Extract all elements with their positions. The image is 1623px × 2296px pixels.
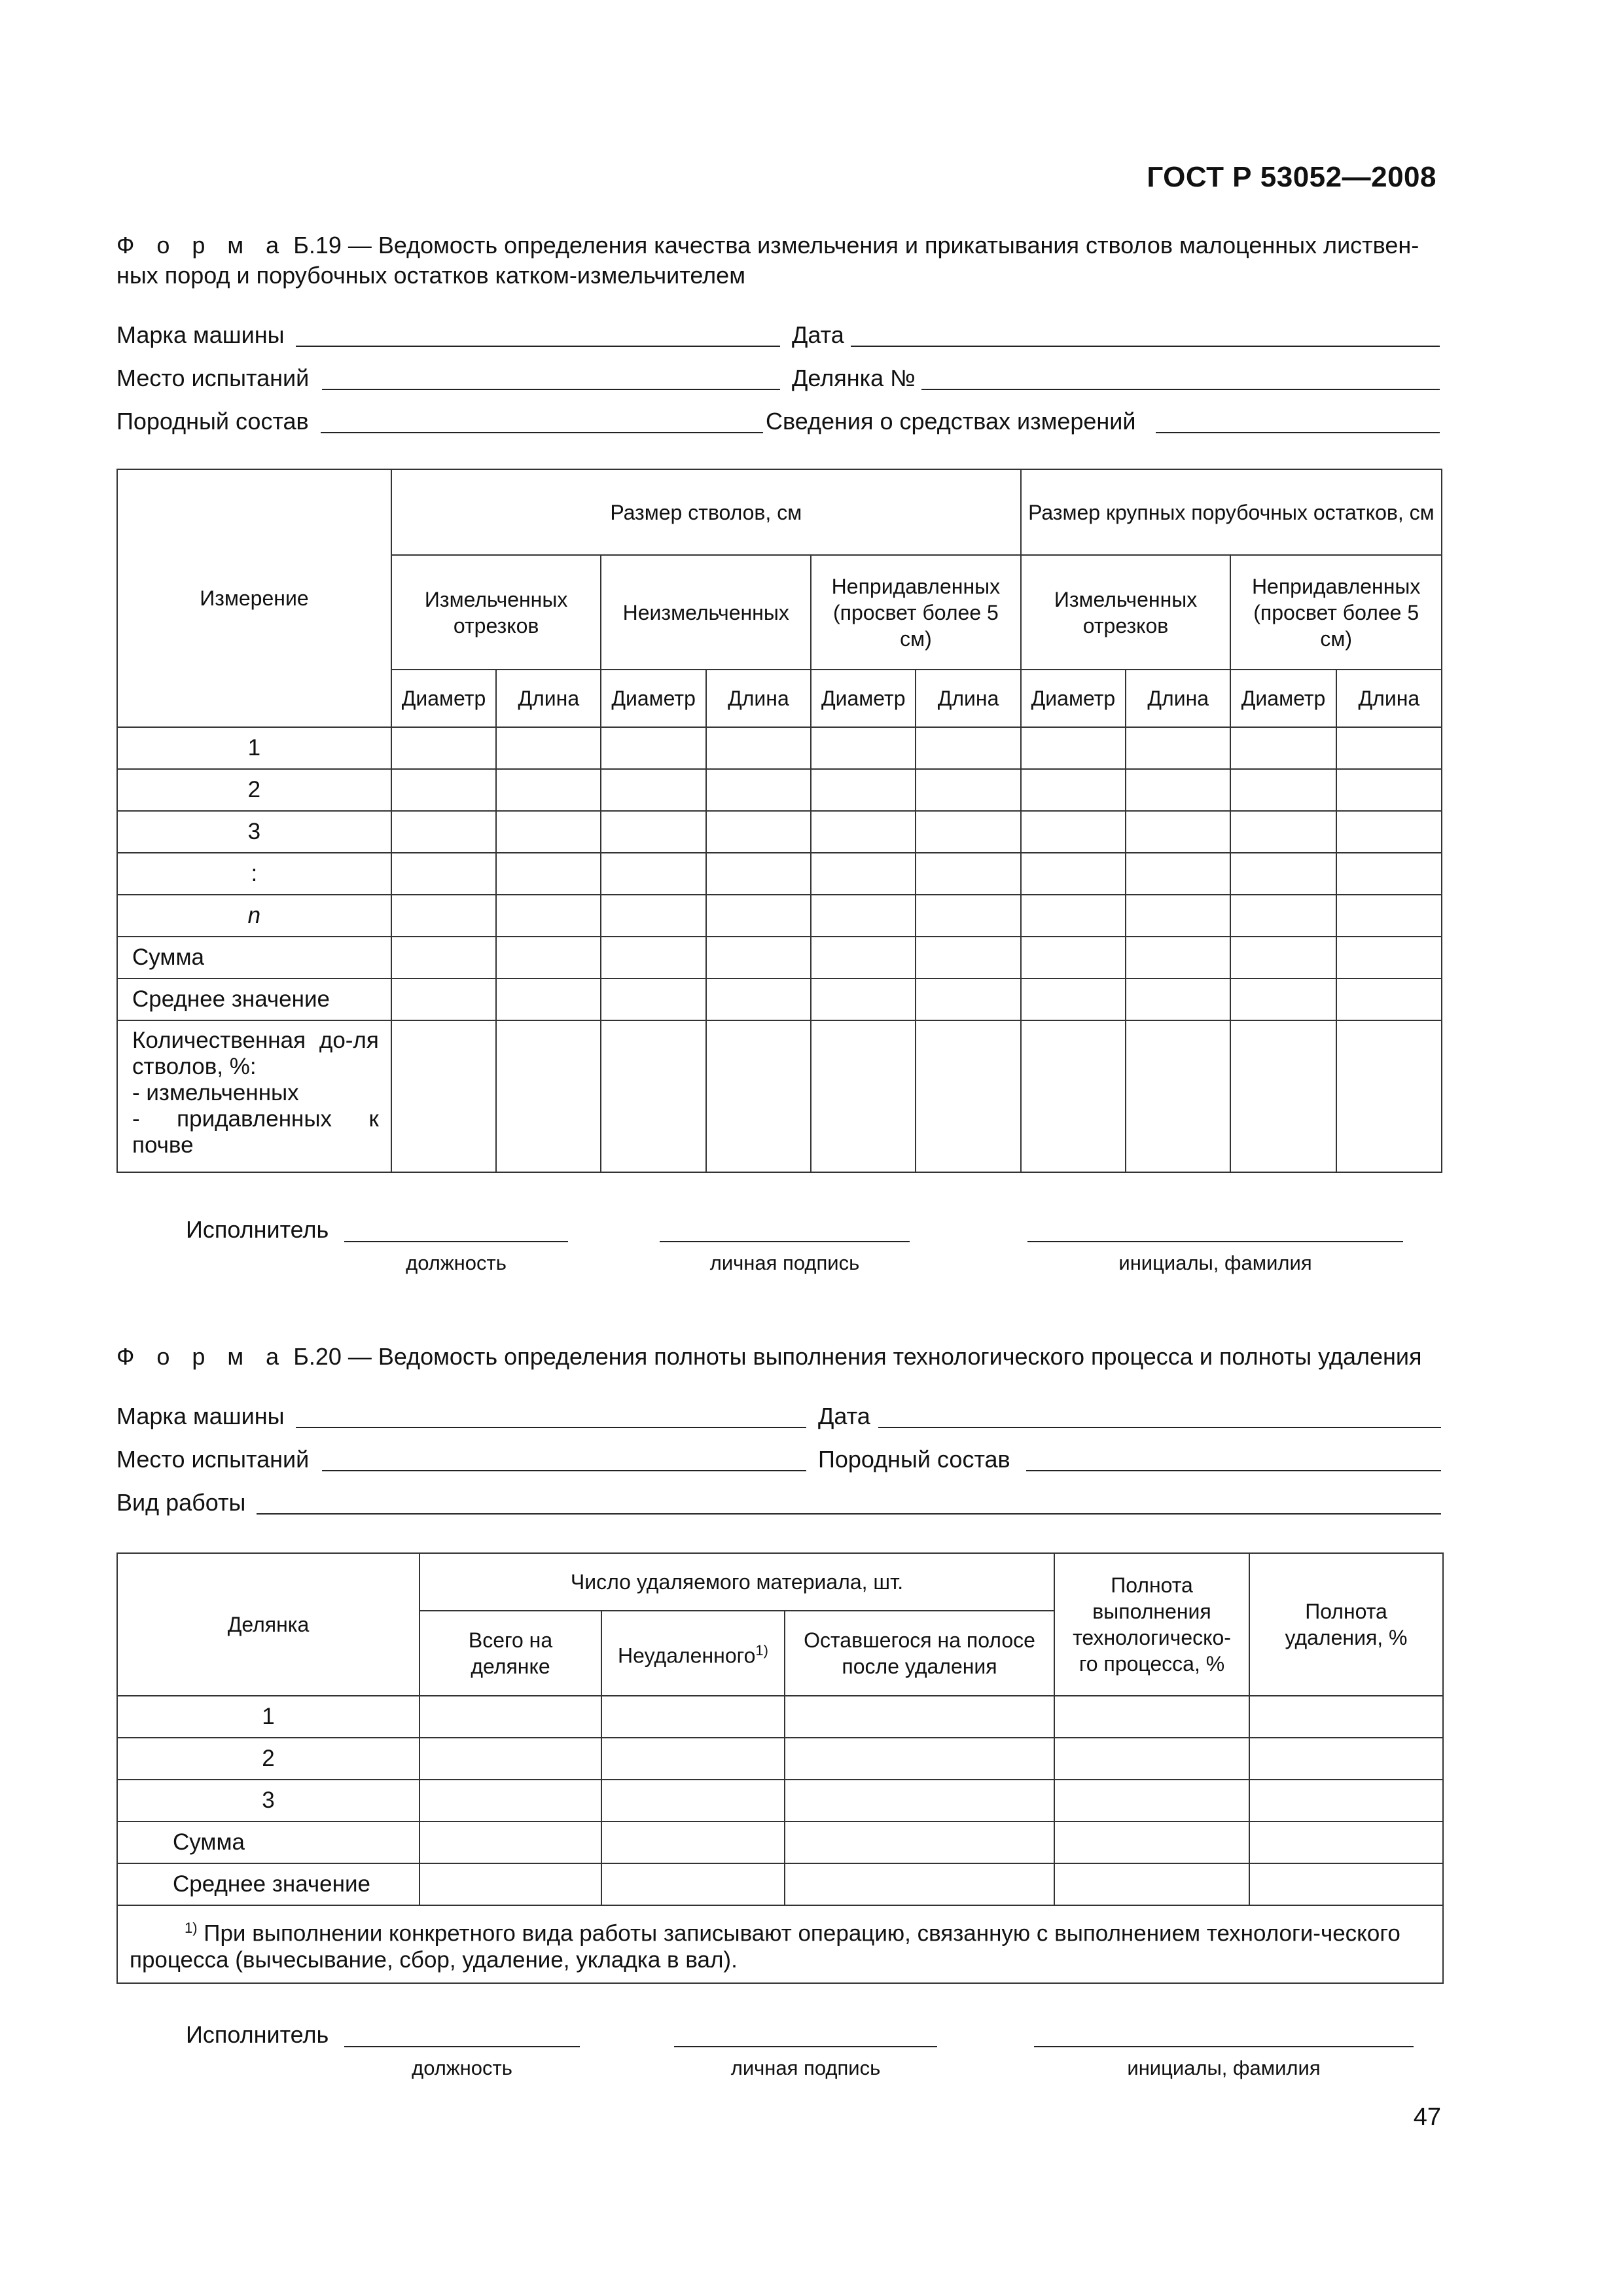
row-label-share [117, 1020, 391, 1172]
data-cell[interactable] [916, 1020, 1020, 1172]
header-length: Длина [706, 670, 811, 727]
data-cell[interactable] [419, 1780, 601, 1821]
form19-date-label: Дата [792, 321, 844, 348]
standard-number: ГОСТ Р 53052—2008 [1147, 161, 1436, 193]
data-cell[interactable] [916, 769, 1020, 811]
data-cell[interactable] [419, 1863, 601, 1905]
row-label: 2 [117, 1738, 419, 1780]
data-cell[interactable] [706, 895, 811, 937]
data-cell[interactable] [1249, 1696, 1443, 1738]
data-cell[interactable] [1230, 727, 1336, 769]
data-cell[interactable] [601, 727, 705, 769]
form20-name-caption: инициалы, фамилия [1127, 2056, 1321, 2079]
data-cell[interactable] [1249, 1821, 1443, 1863]
data-cell[interactable] [1126, 1020, 1230, 1172]
row-label: 3 [117, 811, 391, 853]
form20-machine-label: Марка машины [116, 1403, 285, 1429]
form20-species-field[interactable] [1026, 1470, 1441, 1471]
unremoved-text: Неудаленного [618, 1643, 756, 1668]
form19-species-label: Породный состав [116, 408, 309, 435]
row-label: n [117, 895, 391, 937]
data-cell[interactable] [1054, 1863, 1249, 1905]
data-cell[interactable] [601, 769, 705, 811]
data-cell[interactable] [811, 895, 916, 937]
data-cell[interactable] [916, 727, 1020, 769]
data-cell[interactable] [1249, 1738, 1443, 1780]
data-cell[interactable] [601, 1696, 785, 1738]
data-cell[interactable] [1021, 1020, 1126, 1172]
header-unchopped: Неизмельченных [601, 555, 811, 670]
header-diameter: Диаметр [391, 670, 496, 727]
data-cell[interactable] [1126, 769, 1230, 811]
form19-name-caption: инициалы, фамилия [1118, 1251, 1312, 1274]
data-cell[interactable] [811, 769, 916, 811]
form19-sign-caption: личная подпись [709, 1251, 860, 1274]
form20-title: Б.20 — Ведомость определения полноты выполнения технологического процесса и полноты удаления [293, 1343, 1422, 1370]
form19-sign-field[interactable] [660, 1241, 910, 1242]
table-row [117, 1020, 1442, 1172]
data-cell[interactable] [1336, 895, 1442, 937]
form20-sign-field[interactable] [674, 2046, 937, 2047]
header-diameter: Диаметр [601, 670, 705, 727]
row-label: : [117, 853, 391, 895]
data-cell[interactable] [1230, 978, 1336, 1020]
form20-place-field[interactable] [322, 1470, 806, 1471]
header-process-completeness: Полнота выполнения технологическо-го процесса, % [1054, 1553, 1249, 1696]
data-cell[interactable] [1054, 1821, 1249, 1863]
data-cell[interactable] [1230, 853, 1336, 895]
data-cell[interactable] [1230, 811, 1336, 853]
form19-prefix: Ф о р м а [116, 232, 287, 259]
form20-name-field[interactable] [1034, 2046, 1414, 2047]
data-cell[interactable] [601, 937, 705, 978]
data-cell[interactable] [1126, 978, 1230, 1020]
data-cell[interactable] [1021, 727, 1126, 769]
header-trunk-size: Размер стволов, см [391, 469, 1021, 555]
data-cell[interactable] [1230, 937, 1336, 978]
header-not-pressed: Непридавленных (просвет более 5 см) [811, 555, 1021, 670]
form19-instruments-field[interactable] [1156, 432, 1440, 433]
data-cell[interactable] [391, 937, 496, 978]
data-cell[interactable] [496, 895, 601, 937]
form19-machine-field[interactable] [296, 346, 780, 347]
data-cell[interactable] [496, 853, 601, 895]
header-chopped: Измельченных отрезков [391, 555, 601, 670]
table-row [117, 1780, 1443, 1821]
row-label-mean: Среднее значение [117, 1863, 419, 1905]
data-cell[interactable] [1021, 853, 1126, 895]
form19-position-field[interactable] [344, 1241, 568, 1242]
data-cell[interactable] [1126, 811, 1230, 853]
header-length: Длина [496, 670, 601, 727]
data-cell[interactable] [391, 769, 496, 811]
header-residue-size: Размер крупных порубочных остатков, см [1021, 469, 1442, 555]
data-cell[interactable] [1126, 727, 1230, 769]
form19-title: Б.19 — Ведомость определения качества измельчения и прикатывания стволов малоценных листвен-ных пород и порубочных остатков катком-измельчителем [116, 232, 1419, 289]
data-cell[interactable] [916, 937, 1020, 978]
data-cell[interactable] [706, 727, 811, 769]
data-cell[interactable] [811, 1020, 916, 1172]
row-label: 3 [117, 1780, 419, 1821]
footnote-mark: 1) [185, 1920, 198, 1936]
data-cell[interactable] [1230, 1020, 1336, 1172]
form20-table [116, 1552, 1444, 1984]
table-row [117, 853, 1442, 895]
form19-executor-label: Исполнитель [186, 1216, 329, 1243]
form19-plot-field[interactable] [921, 389, 1440, 390]
data-cell[interactable] [496, 1020, 601, 1172]
table-row [117, 1696, 1443, 1738]
data-cell[interactable] [1126, 937, 1230, 978]
data-cell[interactable] [785, 1696, 1054, 1738]
data-cell[interactable] [1054, 1738, 1249, 1780]
form19-plot-label: Делянка № [792, 365, 916, 391]
table-row [117, 978, 1442, 1020]
form19-caption [116, 230, 1445, 291]
data-cell[interactable] [785, 1738, 1054, 1780]
header-plot: Делянка [117, 1553, 419, 1696]
form20-sign-caption: личная подпись [730, 2056, 881, 2079]
data-cell[interactable] [1336, 978, 1442, 1020]
data-cell[interactable] [496, 811, 601, 853]
data-cell[interactable] [1249, 1780, 1443, 1821]
data-cell[interactable] [811, 937, 916, 978]
form20-prefix: Ф о р м а [116, 1343, 287, 1370]
data-cell[interactable] [1230, 895, 1336, 937]
data-cell[interactable] [496, 937, 601, 978]
header-measure: Измерение [117, 469, 391, 727]
data-cell[interactable] [811, 978, 916, 1020]
form20-place-label: Место испытаний [116, 1446, 310, 1473]
data-cell[interactable] [706, 853, 811, 895]
share-line-3: - придавленных к почве [132, 1106, 379, 1158]
form19-date-field[interactable] [851, 346, 1440, 347]
header-material-count: Число удаляемого материала, шт. [419, 1553, 1054, 1611]
data-cell[interactable] [601, 1780, 785, 1821]
data-cell[interactable] [1126, 895, 1230, 937]
header-total-plot: Всего на делянке [419, 1611, 601, 1696]
row-label: 1 [117, 727, 391, 769]
data-cell[interactable] [496, 727, 601, 769]
form19-table [116, 469, 1442, 1173]
form20-work-field[interactable] [257, 1513, 1441, 1515]
form20-position-caption: должность [412, 2056, 512, 2079]
data-cell[interactable] [1336, 937, 1442, 978]
data-cell[interactable] [1126, 853, 1230, 895]
header-removal-completeness: Полнота удаления, % [1249, 1553, 1443, 1696]
data-cell[interactable] [916, 895, 1020, 937]
data-cell[interactable] [601, 1863, 785, 1905]
form20-species-label: Породный состав [818, 1446, 1010, 1473]
data-cell[interactable] [1249, 1863, 1443, 1905]
form20-executor-label: Исполнитель [186, 2021, 329, 2048]
table-row [117, 1863, 1443, 1905]
header-diameter: Диаметр [1230, 670, 1336, 727]
table-row [117, 937, 1442, 978]
form20-date-field[interactable] [878, 1427, 1441, 1428]
data-cell[interactable] [391, 895, 496, 937]
row-label-sum: Сумма [117, 1821, 419, 1863]
form19-instruments-label: Сведения о средствах измерений [766, 408, 1136, 435]
data-cell[interactable] [601, 895, 705, 937]
data-cell[interactable] [1021, 937, 1126, 978]
header-length: Длина [1336, 670, 1442, 727]
form20-work-label: Вид работы [116, 1489, 246, 1516]
form19-place-label: Место испытаний [116, 365, 310, 391]
data-cell[interactable] [1021, 895, 1126, 937]
form20-date-label: Дата [818, 1403, 870, 1429]
header-length: Длина [916, 670, 1020, 727]
data-cell[interactable] [419, 1696, 601, 1738]
table-row [117, 811, 1442, 853]
row-label: 1 [117, 1696, 419, 1738]
data-cell[interactable] [601, 1738, 785, 1780]
form19-machine-label: Марка машины [116, 321, 285, 348]
header-unremoved [601, 1611, 785, 1696]
data-cell[interactable] [391, 811, 496, 853]
footnote-ref: 1) [755, 1642, 768, 1659]
data-cell[interactable] [811, 727, 916, 769]
data-cell[interactable] [706, 978, 811, 1020]
data-cell[interactable] [1021, 811, 1126, 853]
form19-name-field[interactable] [1027, 1241, 1403, 1242]
row-label-mean: Среднее значение [117, 978, 391, 1020]
form20-machine-field[interactable] [296, 1427, 806, 1428]
data-cell[interactable] [706, 937, 811, 978]
form19-place-field[interactable] [322, 389, 780, 390]
data-cell[interactable] [916, 811, 1020, 853]
data-cell[interactable] [811, 811, 916, 853]
data-cell[interactable] [1336, 811, 1442, 853]
table-row [117, 727, 1442, 769]
data-cell[interactable] [1230, 769, 1336, 811]
data-cell[interactable] [601, 811, 705, 853]
data-cell[interactable] [811, 853, 916, 895]
share-line-2: - измельченных [132, 1080, 299, 1105]
data-cell[interactable] [391, 727, 496, 769]
header-diameter: Диаметр [1021, 670, 1126, 727]
data-cell[interactable] [391, 1020, 496, 1172]
data-cell[interactable] [1054, 1696, 1249, 1738]
data-cell[interactable] [391, 853, 496, 895]
header-diameter: Диаметр [811, 670, 916, 727]
data-cell[interactable] [1336, 853, 1442, 895]
data-cell[interactable] [785, 1780, 1054, 1821]
header-length: Длина [1126, 670, 1230, 727]
data-cell[interactable] [1021, 978, 1126, 1020]
page-number: 47 [1413, 2104, 1441, 2131]
data-cell[interactable] [785, 1821, 1054, 1863]
data-cell[interactable] [601, 1020, 705, 1172]
data-cell[interactable] [706, 769, 811, 811]
form20-caption [116, 1342, 1445, 1372]
data-cell[interactable] [1336, 727, 1442, 769]
data-cell[interactable] [601, 853, 705, 895]
form20-position-field[interactable] [344, 2046, 580, 2047]
data-cell[interactable] [601, 978, 705, 1020]
data-cell[interactable] [496, 769, 601, 811]
data-cell[interactable] [1336, 769, 1442, 811]
data-cell[interactable] [496, 978, 601, 1020]
row-label-sum: Сумма [117, 937, 391, 978]
data-cell[interactable] [1021, 769, 1126, 811]
data-cell[interactable] [785, 1863, 1054, 1905]
table-row [117, 769, 1442, 811]
data-cell[interactable] [391, 978, 496, 1020]
data-cell[interactable] [419, 1738, 601, 1780]
header-left-on-strip: Оставшегося на полосе после удаления [785, 1611, 1054, 1696]
data-cell[interactable] [1054, 1780, 1249, 1821]
header-not-pressed-residues: Непридавленных (просвет более 5 см) [1230, 555, 1442, 670]
table-row [117, 1738, 1443, 1780]
data-cell[interactable] [706, 811, 811, 853]
form19-position-caption: должность [406, 1251, 507, 1274]
footnote-text: При выполнении конкретного вида работы записывают операцию, связанную с выполнением технологи-ческого процесса (вычесывание, сбор, удаление, укладка в вал). [130, 1920, 1400, 1973]
data-cell[interactable] [601, 1821, 785, 1863]
data-cell[interactable] [706, 1020, 811, 1172]
table-footnote [117, 1905, 1443, 1983]
table-row [117, 1821, 1443, 1863]
header-chopped-residues: Измельченных отрезков [1021, 555, 1231, 670]
table-row [117, 895, 1442, 937]
form19-species-field[interactable] [321, 432, 763, 433]
data-cell[interactable] [1336, 1020, 1442, 1172]
share-line-1: Количественная до-ля стволов, %: [132, 1028, 379, 1079]
data-cell[interactable] [916, 978, 1020, 1020]
data-cell[interactable] [419, 1821, 601, 1863]
data-cell[interactable] [916, 853, 1020, 895]
row-label: 2 [117, 769, 391, 811]
